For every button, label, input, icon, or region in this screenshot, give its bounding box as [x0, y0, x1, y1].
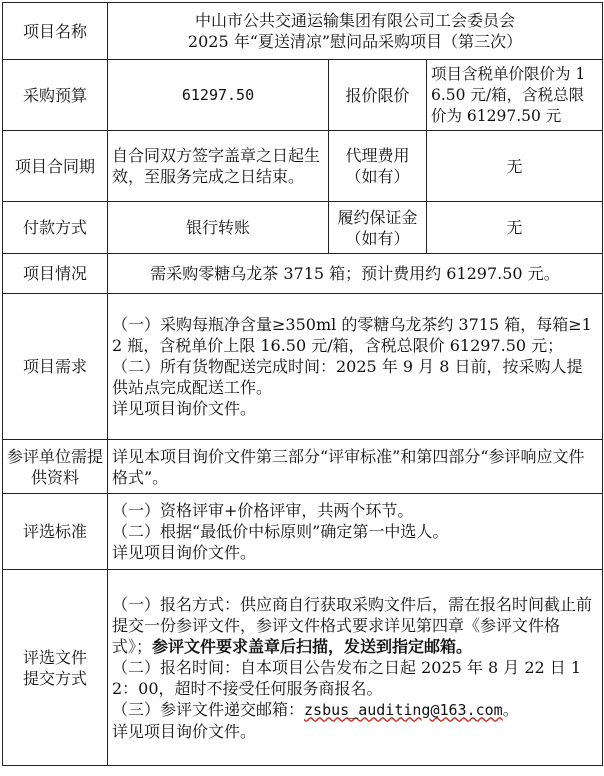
criteria-item-2: （二）根据“最低价中标原则”确定第一中选人。: [112, 522, 449, 541]
row-submission: [3, 570, 603, 766]
submission-label-line2: 提交方式: [22, 668, 87, 688]
submission-value: [108, 570, 603, 766]
deposit-label-line2: （如有）: [345, 228, 410, 248]
deposit-label-line1: 履约保证金: [337, 207, 418, 227]
criteria-item-1: （一）资格评审+价格评审，共两个环节。: [112, 501, 414, 520]
criteria-value: [108, 494, 603, 570]
submission-item-1: [112, 594, 598, 657]
payment-value: 银行转账: [108, 202, 329, 254]
row-situation: [3, 254, 603, 294]
row-requirements: [3, 294, 603, 440]
project-name-value: [108, 3, 603, 60]
situation-label: 项目情况: [3, 254, 108, 294]
budget-label: 采购预算: [3, 60, 108, 131]
project-name-line2: 2025 年“夏送清凉”慰问品采购项目（第三次）: [187, 32, 523, 51]
requirements-label: 项目需求: [3, 294, 108, 440]
agency-fee-label-line1: 代理费用: [345, 146, 410, 165]
requirements-item-2: （二）所有货物配送完成时间：2025 年 9 月 8 日前，按采购人提供站点完成配送工作。: [112, 357, 583, 397]
project-name-line1: 中山市公共交通运输集团有限公司工会委员会: [194, 11, 515, 30]
procurement-table: [2, 2, 603, 766]
requirements-note: 详见项目询价文件。: [112, 399, 257, 418]
submission-item-1-emphasis: 参评文件要求盖章后扫描，发送到指定邮箱。: [152, 636, 473, 656]
submission-email[interactable]: zsbus_auditing@163.com: [304, 700, 503, 719]
materials-label: 参评单位需提供资料: [3, 440, 108, 494]
deposit-value: 无: [427, 202, 603, 254]
budget-value: 61297.50: [108, 60, 329, 131]
payment-label: 付款方式: [3, 202, 108, 254]
agency-fee-value: 无: [427, 131, 603, 202]
requirements-value: [108, 294, 603, 440]
row-payment: [3, 202, 603, 254]
submission-item-3: [112, 699, 598, 721]
agency-fee-label: [329, 131, 427, 202]
contract-period-label: 项目合同期: [3, 131, 108, 202]
criteria-label: 评选标准: [3, 494, 108, 570]
row-materials: [3, 440, 603, 494]
limit-value: 项目含税单价限价为 16.50 元/箱，含税总限价为 61297.50 元: [427, 60, 603, 131]
submission-email-label: （三）参评文件递交邮箱：: [112, 699, 305, 719]
submission-item-1-text: （一）报名方式：供应商自行获取采购文件后，需在报名时间截止前提交一份参评文件，参评文件格式要求详见第四章《参评文件格式》；: [112, 594, 593, 656]
row-budget: [3, 60, 603, 131]
row-criteria: [3, 494, 603, 570]
submission-note: 详见项目询价文件。: [112, 721, 257, 741]
project-name-label: 项目名称: [3, 3, 108, 60]
criteria-note: 详见项目询价文件。: [112, 543, 257, 562]
submission-email-period: 。: [502, 699, 519, 719]
row-contract-period: [3, 131, 603, 202]
submission-item-2: （二）报名时间：自本项目公告发布之日起 2025 年 8 月 22 日 12：00，超时不接受任何服务商报名。: [112, 657, 582, 698]
materials-value: 详见本项目询价文件第三部分“评审标准”和第四部分“参评响应文件格式”。: [108, 440, 603, 494]
row-project-name: [3, 3, 603, 60]
deposit-label: [329, 202, 427, 254]
contract-period-value: 自合同双方签字盖章之日起生效，至服务完成之日结束。: [108, 131, 329, 202]
limit-label: 报价限价: [329, 60, 427, 131]
submission-label-line1: 评选文件: [22, 647, 87, 667]
submission-label: [3, 570, 108, 766]
agency-fee-label-line2: （如有）: [345, 167, 410, 186]
situation-value: 需采购零糖乌龙茶 3715 箱；预计费用约 61297.50 元。: [108, 254, 603, 294]
requirements-item-1: （一）采购每瓶净含量≥350ml 的零糖乌龙茶约 3715 箱，每箱≥12 瓶，含税单价上限 16.50 元/箱，含税总限价 61297.50 元；: [112, 315, 592, 355]
